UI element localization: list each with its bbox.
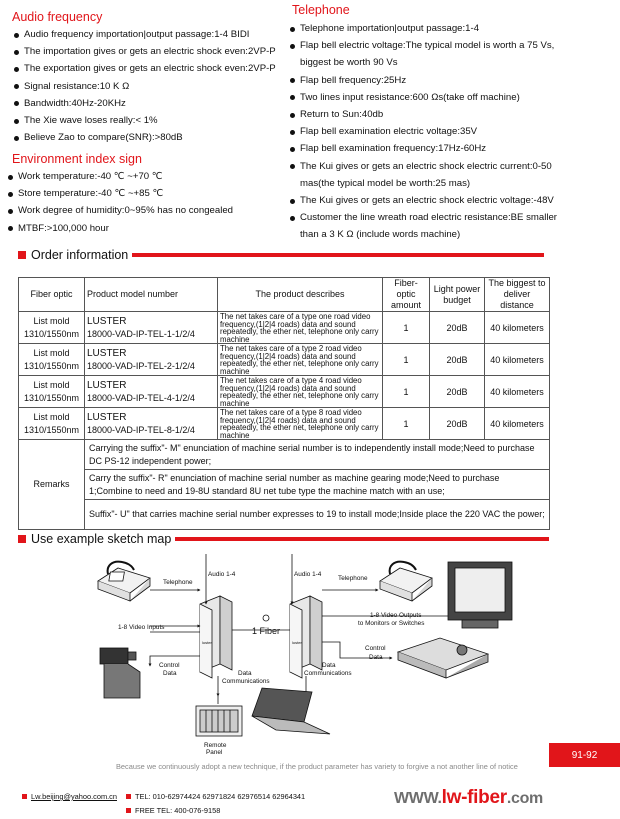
fiber-wavelength: 1310/1550nm	[23, 392, 80, 403]
list-item: Store temperature:-40 ℃ ~+85 ℃	[6, 185, 233, 202]
page-number-badge: 91-92	[549, 743, 620, 767]
sketch-section-header	[18, 531, 549, 547]
fiber-cell	[19, 408, 85, 440]
fiber-wavelength: 1310/1550nm	[23, 328, 80, 339]
list-item: Believe Zao to compare(SNR):>80dB	[12, 129, 276, 146]
environment-spec-list	[6, 168, 233, 237]
comm-right-sub-label: Communications	[304, 670, 352, 677]
monitor-icon	[448, 562, 512, 628]
email-link[interactable]: Lw.beijing@yahoo.com.cn	[31, 792, 117, 801]
telephone-section-title: Telephone	[292, 3, 350, 17]
distance-cell: 40 kilometers	[485, 408, 550, 440]
contact-marker	[126, 794, 131, 799]
video-inputs-label: 1-8 Video Inputs	[118, 624, 165, 631]
desc-cell: The net takes care of a type 8 road video frequency,(1|2|4 roads) data and sound repeatedly, the ether net, telephone only carry machine	[218, 408, 383, 440]
comm-left-sub-label: Communications	[222, 678, 270, 685]
list-item: Flap bell examination frequency:17Hz-60Hz	[288, 140, 557, 157]
model-brand: LUSTER	[87, 379, 127, 391]
order-section-title: Order information	[31, 248, 129, 262]
laptop-icon	[252, 688, 330, 734]
model-number: 18000-VAD-IP-TEL-1-1/2/4	[87, 328, 195, 339]
left-device-brand: luster	[202, 640, 212, 645]
order-section-header	[18, 247, 544, 263]
audio-section-title: Audio frequency	[12, 10, 103, 24]
list-item-continuation: biggest be worth 90 Vs	[300, 57, 398, 69]
list-item: The importation gives or gets an electric shock even:2VP-P	[12, 43, 276, 60]
list-item: Work temperature:-40 ℃ ~+70 ℃	[6, 168, 233, 185]
section-rule	[175, 537, 549, 541]
brand-website[interactable]	[394, 787, 543, 809]
table-row	[19, 408, 550, 440]
model-cell	[85, 344, 218, 376]
amount-cell: 1	[383, 376, 430, 408]
list-item: The exportation gives or gets an electric shock even:2VP-P	[12, 60, 276, 77]
desc-cell: The net takes care of a type 4 road video frequency,(1|2|4 roads) data and sound repeatedly, the ether net, telephone only carry machine	[218, 376, 383, 408]
col-header-model: Product model number	[85, 278, 218, 312]
budget-cell: 20dB	[430, 376, 485, 408]
telephone-spec-list	[288, 20, 557, 244]
amount-cell: 1	[383, 408, 430, 440]
list-item: Audio frequency importation|output passage:1-4 BIDI	[12, 26, 276, 43]
list-item: Flap bell electric voltage:The typical model is worth a 75 Vs,	[288, 37, 557, 54]
sketch-section-title: Use example sketch map	[31, 532, 172, 546]
video-outputs-label: 1-8 Video Outputs	[370, 612, 422, 619]
list-item-continuation: than a 3 K Ω (include words machine)	[300, 229, 461, 241]
table-row	[19, 376, 550, 408]
remarks-label: Remarks	[19, 440, 85, 530]
section-marker	[18, 251, 26, 259]
model-cell	[85, 376, 218, 408]
comm-left-label: Data	[238, 670, 252, 677]
environment-section-title: Environment index sign	[12, 152, 142, 166]
distance-cell: 40 kilometers	[485, 376, 550, 408]
tel-right-label: Telephone	[338, 575, 368, 582]
fiber-mode: List mold	[33, 411, 70, 422]
contact-marker	[126, 808, 131, 813]
fiber-mode: List mold	[33, 379, 70, 390]
list-item: Return to Sun:40db	[288, 106, 557, 123]
col-header-amount: Fiber-optic amount	[383, 278, 430, 312]
model-number: 18000-VAD-IP-TEL-2-1/2/4	[87, 360, 195, 371]
list-item: Flap bell frequency:25Hz	[288, 72, 557, 89]
tel-text: TEL: 010-62974424 62971824 62976514 62964341	[135, 792, 306, 801]
model-brand: LUSTER	[87, 411, 127, 423]
budget-cell: 20dB	[430, 312, 485, 344]
list-item: Bandwidth:40Hz-20KHz	[12, 95, 276, 112]
audio-left-label: Audio 1-4	[208, 571, 236, 578]
list-item: Signal resistance:10 K Ω	[12, 78, 276, 95]
model-cell	[85, 312, 218, 344]
desc-cell: The net takes care of a type one road video frequency,(1|2|4 roads) data and sound repeatedly, the ether net, telephone only carry machine	[218, 312, 383, 344]
contact-marker	[22, 794, 27, 799]
fiber-label: 1 Fiber	[252, 626, 281, 636]
fiber-connector-icon	[263, 615, 269, 621]
ctrl-right-label: Control	[365, 645, 386, 652]
table-row	[19, 344, 550, 376]
list-item: The Kui gives or gets an electric shock electric current:0-50	[288, 158, 557, 175]
col-header-distance: The biggest to deliver distance	[485, 278, 550, 312]
list-item: MTBF:>100,000 hour	[6, 220, 233, 237]
remote-sub-label: Panel	[206, 749, 223, 756]
distance-cell: 40 kilometers	[485, 344, 550, 376]
right-device-brand: luster	[292, 640, 302, 645]
footer-notice: Because we continuously adopt a new technique, if the product parameter has variety to forgive a not another line of notice	[116, 762, 518, 771]
order-table	[18, 277, 550, 530]
remark-text: Carry the suffix"- R" enunciation of machine serial number as machine gearing mode;Need to purchase 1;Combine to need and 19-8U standard 8U net tube type the machine match with an use;	[85, 470, 550, 500]
right-telephone-icon	[380, 562, 432, 601]
list-item: The Xie wave loses really:< 1%	[12, 112, 276, 129]
col-header-desc: The product describes	[218, 278, 383, 312]
amount-cell: 1	[383, 312, 430, 344]
list-item: Work degree of humidity:0~95% has no congealed	[6, 202, 233, 219]
ctrl-left-label: Control	[159, 662, 180, 669]
model-number: 18000-VAD-IP-TEL-4-1/2/4	[87, 392, 195, 403]
ctrl-left-sub-label: Data	[163, 670, 177, 677]
table-row	[19, 312, 550, 344]
remarks-row	[19, 500, 550, 530]
control-keyboard-icon	[398, 638, 488, 678]
left-converter-device	[200, 596, 232, 678]
desc-cell: The net takes care of a type 2 road video frequency,(1|2|4 roads) data and sound repeatedly, the ether net, telephone only carry machine	[218, 344, 383, 376]
tel-left-label: Telephone	[163, 579, 193, 586]
section-marker	[18, 535, 26, 543]
brand-name: lw-fiber	[441, 787, 507, 808]
brand-suffix: .com	[506, 790, 543, 807]
remote-label: Remote	[204, 742, 227, 749]
col-header-fiber: Fiber optic	[19, 278, 85, 312]
col-header-budget: Light power budget	[430, 278, 485, 312]
free-tel-text: FREE TEL: 400-076-9158	[135, 806, 221, 815]
model-cell	[85, 408, 218, 440]
distance-cell: 40 kilometers	[485, 312, 550, 344]
list-item: Flap bell examination electric voltage:35V	[288, 123, 557, 140]
remote-panel-icon	[196, 706, 242, 736]
list-item: Two lines input resistance:600 Ωs(take off machine)	[288, 89, 557, 106]
fiber-wavelength: 1310/1550nm	[23, 360, 80, 371]
remark-text: Suffix"- U" that carries machine serial number expresses to 19 to install mode;Inside place the 220 VAC the power;	[85, 500, 550, 530]
sketch-diagram	[0, 546, 620, 756]
left-telephone-icon	[98, 562, 150, 601]
brand-prefix: WWW.	[394, 790, 442, 807]
free-tel-contact	[126, 806, 220, 815]
comm-right-label: Data	[322, 662, 336, 669]
budget-cell: 20dB	[430, 408, 485, 440]
audio-right-label: Audio 1-4	[294, 571, 322, 578]
fiber-mode: List mold	[33, 347, 70, 358]
model-brand: LUSTER	[87, 315, 127, 327]
tel-contact	[126, 792, 305, 801]
remarks-row	[19, 440, 550, 470]
remark-text: Carrying the suffix"- M" enunciation of machine serial number is to independently install mode;Need to purchase DC PS-12 independent power;	[85, 440, 550, 470]
list-item: The Kui gives or gets an electric shock electric voltage:-48V	[288, 192, 557, 209]
section-rule	[132, 253, 544, 257]
table-header-row	[19, 278, 550, 312]
fiber-cell	[19, 344, 85, 376]
model-number: 18000-VAD-IP-TEL-8-1/2/4	[87, 424, 195, 435]
video-outputs-sub-label: to Monitors or Switches	[358, 620, 425, 627]
right-converter-device	[290, 596, 322, 678]
email-contact	[22, 792, 117, 801]
list-item: Telephone importation|output passage:1-4	[288, 20, 557, 37]
ctrl-right-sub-label: Data	[369, 654, 383, 661]
fiber-mode: List mold	[33, 315, 70, 326]
amount-cell: 1	[383, 344, 430, 376]
list-item-continuation: mas(the typical model be worth:25 mas)	[300, 177, 471, 189]
list-item: Customer the line wreath road electric resistance:BE smaller	[288, 209, 557, 226]
fiber-cell	[19, 376, 85, 408]
budget-cell: 20dB	[430, 344, 485, 376]
remarks-row	[19, 470, 550, 500]
fiber-cell	[19, 312, 85, 344]
audio-spec-list	[12, 26, 276, 146]
fiber-wavelength: 1310/1550nm	[23, 424, 80, 435]
model-brand: LUSTER	[87, 347, 127, 359]
camera-icon	[100, 648, 140, 698]
